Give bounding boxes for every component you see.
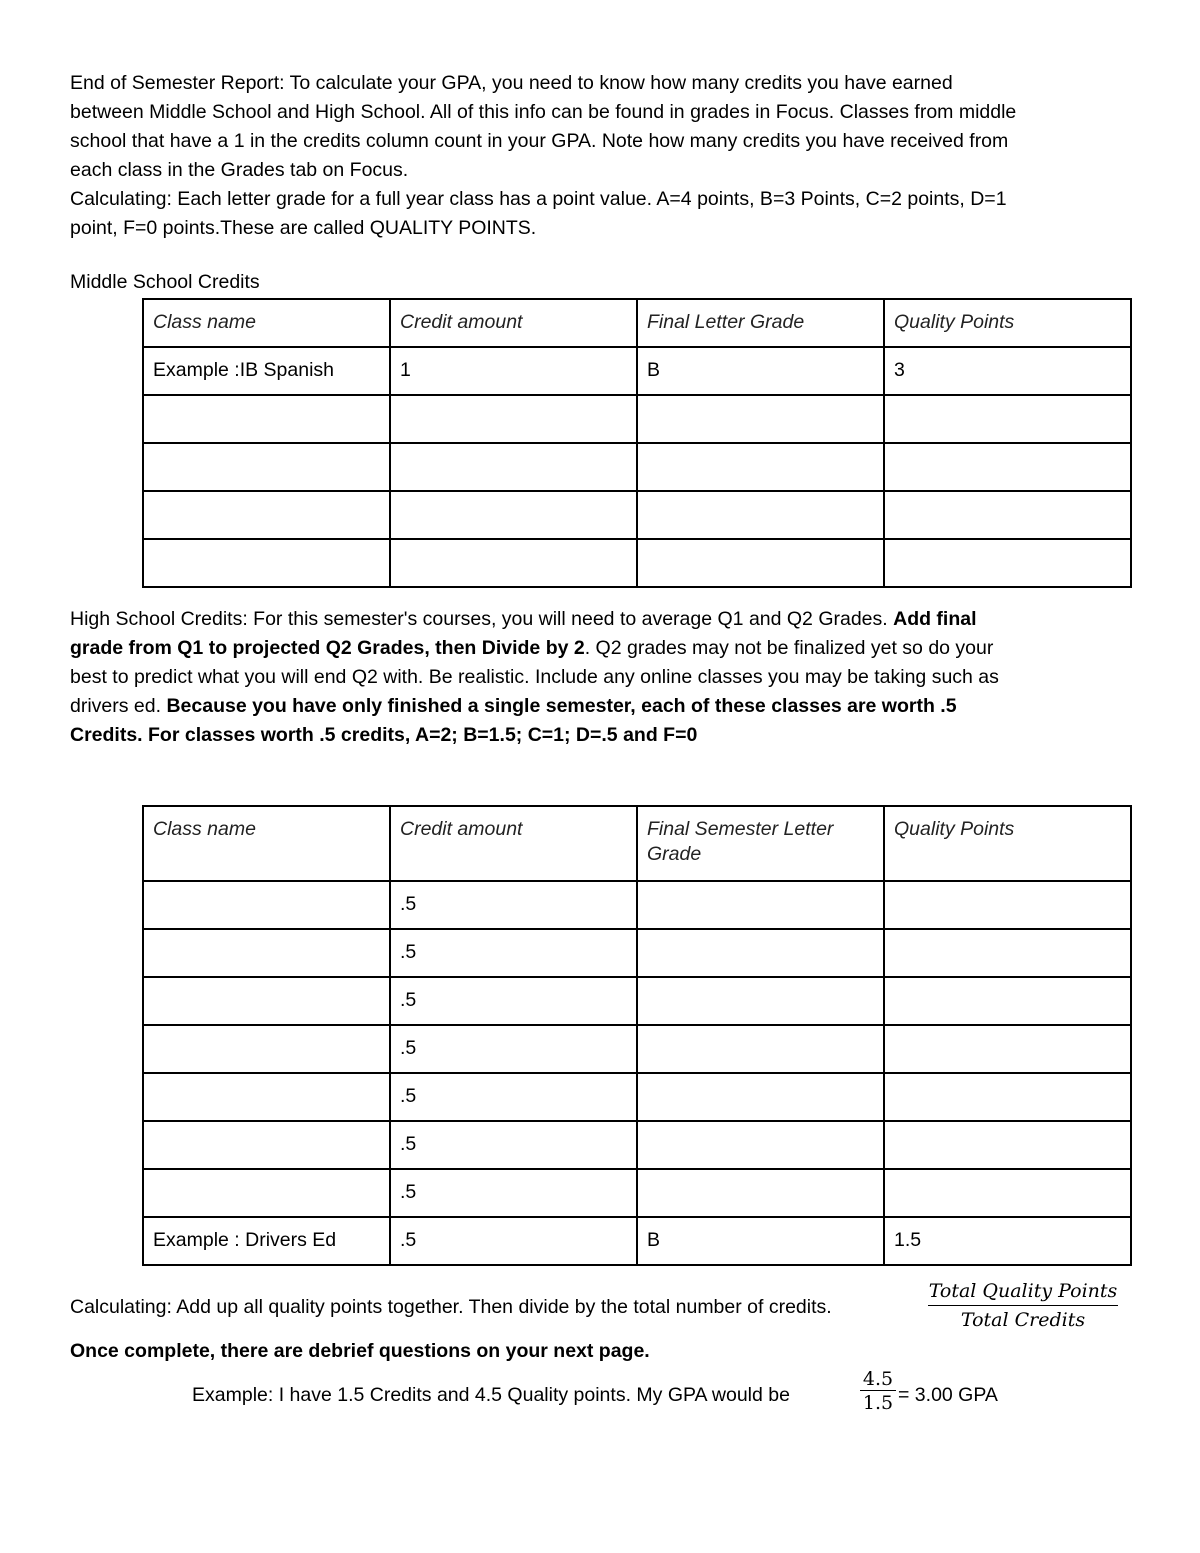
hs-line: best to predict what you will end Q2 with. Be realistic. Include any online classes you may be taking such as [70, 666, 999, 688]
hs-line [70, 605, 1140, 634]
debrief-note: Once complete, there are debrief questions on your next page. [70, 1340, 650, 1362]
hs-line [70, 692, 1140, 721]
hs-text: drivers ed. [70, 695, 167, 717]
table-cell[interactable] [637, 977, 884, 1025]
table-cell[interactable] [637, 1025, 884, 1073]
header-cell: Credit amount [390, 299, 637, 347]
table-cell[interactable] [390, 443, 637, 491]
intro-line: school that have a 1 in the credits column count in your GPA. Note how many credits you have received from [70, 130, 1009, 152]
table-cell[interactable] [143, 395, 390, 443]
table-row [143, 977, 1131, 1025]
table-cell[interactable]: 1.5 [884, 1217, 1131, 1265]
table-cell[interactable]: .5 [390, 1217, 637, 1265]
hs-line [70, 634, 1140, 663]
table-row [143, 491, 1131, 539]
table-cell[interactable]: Example : Drivers Ed [143, 1217, 390, 1265]
header-cell: Final Letter Grade [637, 299, 884, 347]
table-cell[interactable] [143, 977, 390, 1025]
intro-line: each class in the Grades tab on Focus. [70, 159, 409, 181]
table-cell[interactable] [637, 491, 884, 539]
table-cell[interactable] [390, 539, 637, 587]
intro-line: between Middle School and High School. All of this info can be found in grades in Focus. Classes from middle [70, 101, 1017, 123]
table-cell[interactable] [637, 443, 884, 491]
header-cell: Class name [143, 299, 390, 347]
example-text: Example: I have 1.5 Credits and 4.5 Quality points. My GPA would be [192, 1384, 790, 1406]
table-cell[interactable] [637, 1073, 884, 1121]
calculating-text: Calculating: Add up all quality points together. Then divide by the total number of credits. [70, 1296, 832, 1318]
hs-bold-text: grade from Q1 to projected Q2 Grades, then Divide by 2 [70, 637, 585, 659]
table-row [143, 1121, 1131, 1169]
table-cell[interactable] [637, 929, 884, 977]
table-cell[interactable] [143, 929, 390, 977]
hs-line [70, 721, 1140, 750]
table-header-row [143, 299, 1131, 347]
high-school-paragraph [70, 605, 1140, 750]
table-row [143, 443, 1131, 491]
table-cell[interactable] [143, 1121, 390, 1169]
table-cell[interactable] [637, 395, 884, 443]
table-cell[interactable] [143, 1073, 390, 1121]
table-cell[interactable] [390, 491, 637, 539]
table-cell[interactable]: B [637, 347, 884, 395]
header-cell: Quality Points [884, 299, 1131, 347]
formula-denominator: Total Credits [960, 1309, 1086, 1331]
formula-numerator: Total Quality Points [928, 1279, 1118, 1306]
table-cell[interactable] [884, 929, 1131, 977]
header-cell: Class name [143, 806, 390, 881]
header-cell: Credit amount [390, 806, 637, 881]
table-row [143, 395, 1131, 443]
table-cell[interactable] [637, 881, 884, 929]
table-cell[interactable] [884, 977, 1131, 1025]
high-school-table [142, 805, 1132, 1266]
table-cell[interactable]: 3 [884, 347, 1131, 395]
intro-line: point, F=0 points.These are called QUALITY POINTS. [70, 217, 537, 239]
header-cell: Quality Points [884, 806, 1131, 881]
table-cell[interactable] [143, 1169, 390, 1217]
table-cell[interactable] [884, 539, 1131, 587]
hs-bold-text: Credits. For classes worth .5 credits, A=2; B=1.5; C=1; D=.5 and F=0 [70, 724, 698, 746]
table-cell[interactable] [143, 443, 390, 491]
table-cell[interactable] [884, 443, 1131, 491]
hs-bold-text: Because you have only finished a single semester, each of these classes are worth .5 [166, 695, 957, 717]
table-cell[interactable] [143, 491, 390, 539]
table-row [143, 1169, 1131, 1217]
table-cell[interactable]: .5 [390, 929, 637, 977]
intro-line: End of Semester Report: To calculate your GPA, you need to know how many credits you have earned [70, 72, 953, 94]
header-cell: Final Semester Letter Grade [637, 806, 884, 881]
intro-line: Calculating: Each letter grade for a full year class has a point value. A=4 points, B=3 Points, C=2 points, D=1 [70, 188, 1007, 210]
table-header-row [143, 806, 1131, 881]
table-cell[interactable] [884, 1169, 1131, 1217]
table-cell[interactable] [143, 881, 390, 929]
example-denominator: 1.5 [862, 1392, 894, 1414]
table-cell[interactable] [143, 1025, 390, 1073]
hs-text: High School Credits: For this semester's courses, you will need to average Q1 and Q2 Grades. [70, 608, 894, 630]
middle-school-heading: Middle School Credits [70, 271, 260, 293]
intro-paragraph [70, 69, 1140, 243]
table-row [143, 1025, 1131, 1073]
table-cell[interactable] [637, 1121, 884, 1169]
table-cell[interactable]: 1 [390, 347, 637, 395]
table-row [143, 1217, 1131, 1265]
table-cell[interactable] [884, 1121, 1131, 1169]
table-cell[interactable] [637, 1169, 884, 1217]
table-row [143, 929, 1131, 977]
table-cell[interactable] [637, 539, 884, 587]
table-cell[interactable]: .5 [390, 1169, 637, 1217]
table-cell[interactable] [884, 1073, 1131, 1121]
table-cell[interactable]: .5 [390, 1073, 637, 1121]
table-cell[interactable]: .5 [390, 1025, 637, 1073]
table-cell[interactable] [390, 395, 637, 443]
table-cell[interactable] [143, 539, 390, 587]
table-row [143, 539, 1131, 587]
table-cell[interactable]: .5 [390, 1121, 637, 1169]
table-cell[interactable] [884, 881, 1131, 929]
hs-text: . Q2 grades may not be finalized yet so do your [584, 637, 994, 659]
example-fraction [860, 1368, 896, 1415]
example-numerator: 4.5 [860, 1368, 896, 1391]
table-cell[interactable] [884, 1025, 1131, 1073]
hs-bold-text: Add final [893, 608, 977, 630]
middle-school-table [142, 298, 1132, 588]
table-cell[interactable] [884, 491, 1131, 539]
table-row [143, 347, 1131, 395]
table-cell[interactable] [884, 395, 1131, 443]
table-row [143, 1073, 1131, 1121]
table-cell[interactable]: Example :IB Spanish [143, 347, 390, 395]
table-cell[interactable]: B [637, 1217, 884, 1265]
table-row [143, 881, 1131, 929]
table-cell[interactable]: .5 [390, 881, 637, 929]
table-cell[interactable]: .5 [390, 977, 637, 1025]
example-result: = 3.00 GPA [898, 1384, 998, 1406]
gpa-formula [928, 1279, 1118, 1334]
